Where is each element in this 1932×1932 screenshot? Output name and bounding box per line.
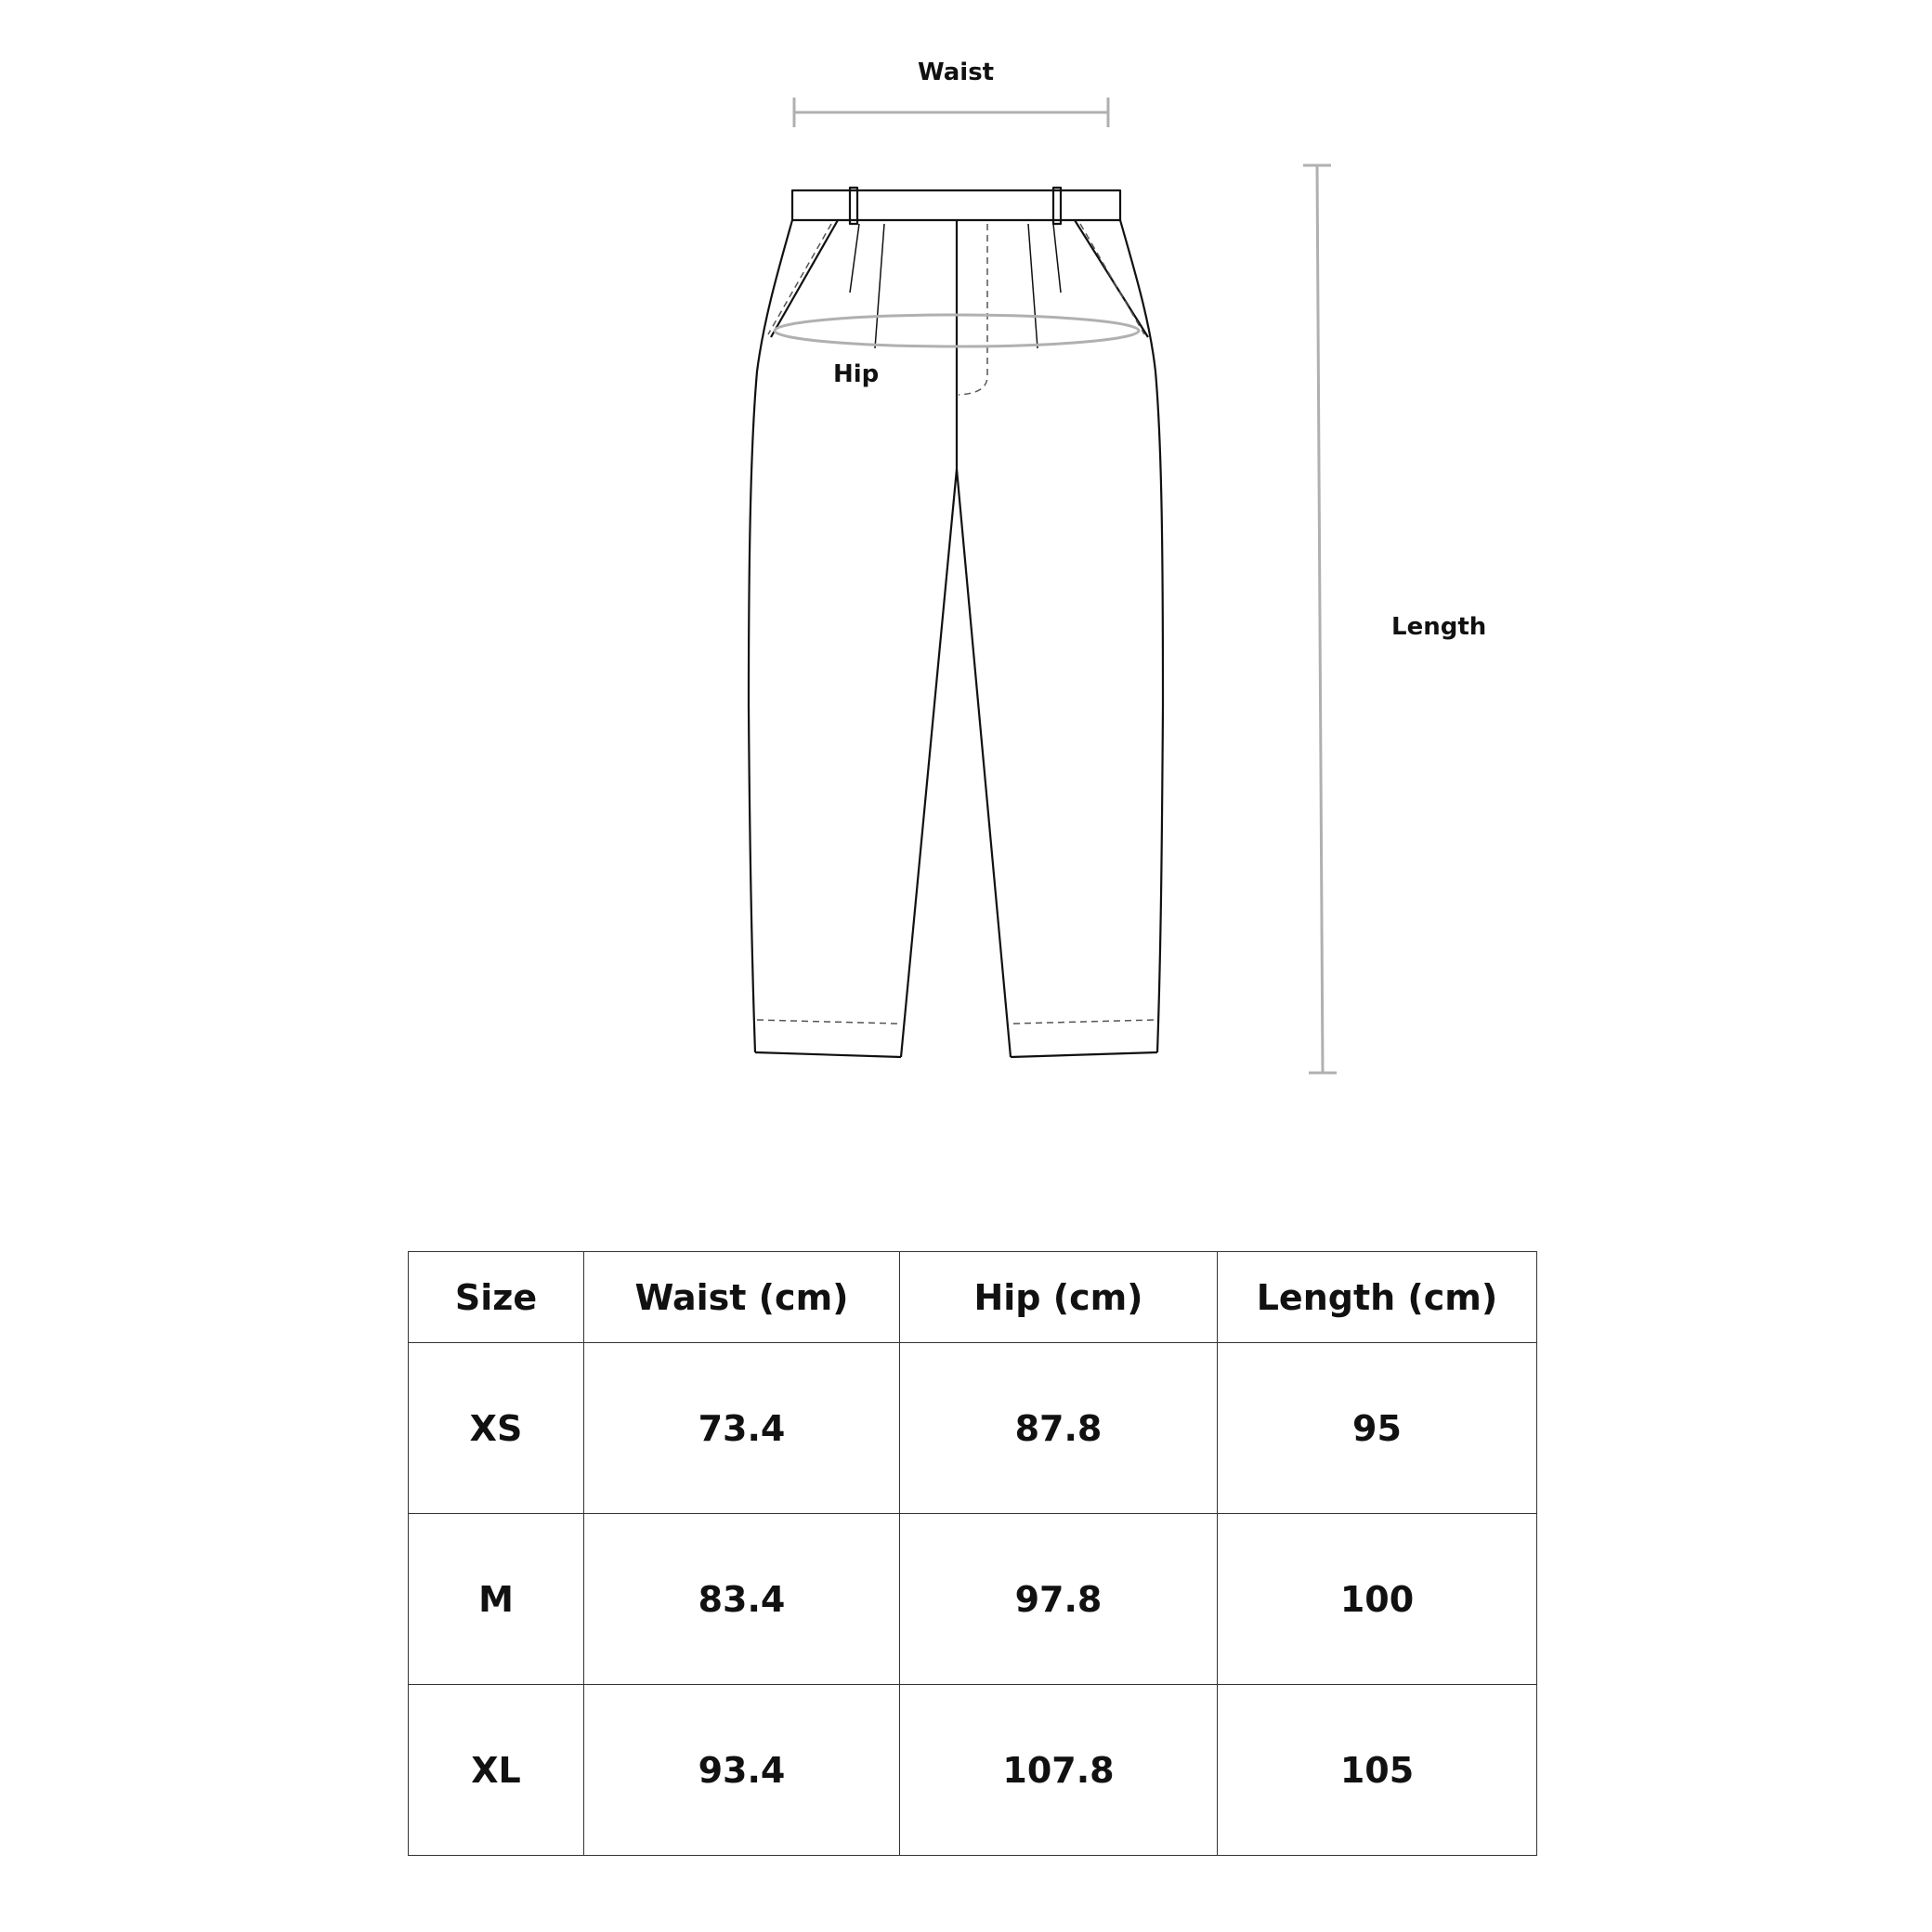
table-row [409, 1514, 1537, 1685]
header-waist: Waist (cm) [584, 1252, 900, 1343]
cell-hip: 97.8 [900, 1514, 1218, 1685]
header-hip: Hip (cm) [900, 1252, 1218, 1343]
left-inseam [901, 469, 957, 1057]
cell-waist: 83.4 [584, 1514, 900, 1685]
belt-loop-right [1053, 188, 1061, 224]
pants-outline [749, 188, 1163, 1057]
right-outer-seam [1120, 220, 1163, 1052]
cell-waist: 93.4 [584, 1685, 900, 1856]
pleat-left-1 [850, 224, 859, 293]
table-row [409, 1343, 1537, 1514]
cell-size: M [409, 1514, 584, 1685]
pleat-left-2 [875, 224, 884, 348]
pleat-right-1 [1028, 224, 1038, 348]
left-outer-seam [749, 220, 792, 1052]
header-length: Length (cm) [1218, 1252, 1537, 1343]
hip-label: Hip [833, 360, 880, 388]
belt-loop-left [850, 188, 857, 224]
size-chart-table [408, 1251, 1537, 1856]
waist-measure-line [794, 98, 1108, 127]
table-row [409, 1685, 1537, 1856]
cell-length: 100 [1218, 1514, 1537, 1685]
pleat-right-2 [1053, 224, 1061, 293]
cell-size: XS [409, 1343, 584, 1514]
right-inseam [957, 469, 1011, 1057]
right-hem [1011, 1052, 1157, 1057]
header-size: Size [409, 1252, 584, 1343]
length-measure-line [1303, 165, 1337, 1073]
length-label: Length [1391, 613, 1487, 641]
cell-waist: 73.4 [584, 1343, 900, 1514]
left-hem [755, 1052, 901, 1057]
cell-length: 95 [1218, 1343, 1537, 1514]
waistband [792, 190, 1120, 220]
cell-hip: 107.8 [900, 1685, 1218, 1856]
table-header-row [409, 1252, 1537, 1343]
cell-size: XL [409, 1685, 584, 1856]
waist-label: Waist [918, 59, 995, 86]
cell-hip: 87.8 [900, 1343, 1218, 1514]
cell-length: 105 [1218, 1685, 1537, 1856]
